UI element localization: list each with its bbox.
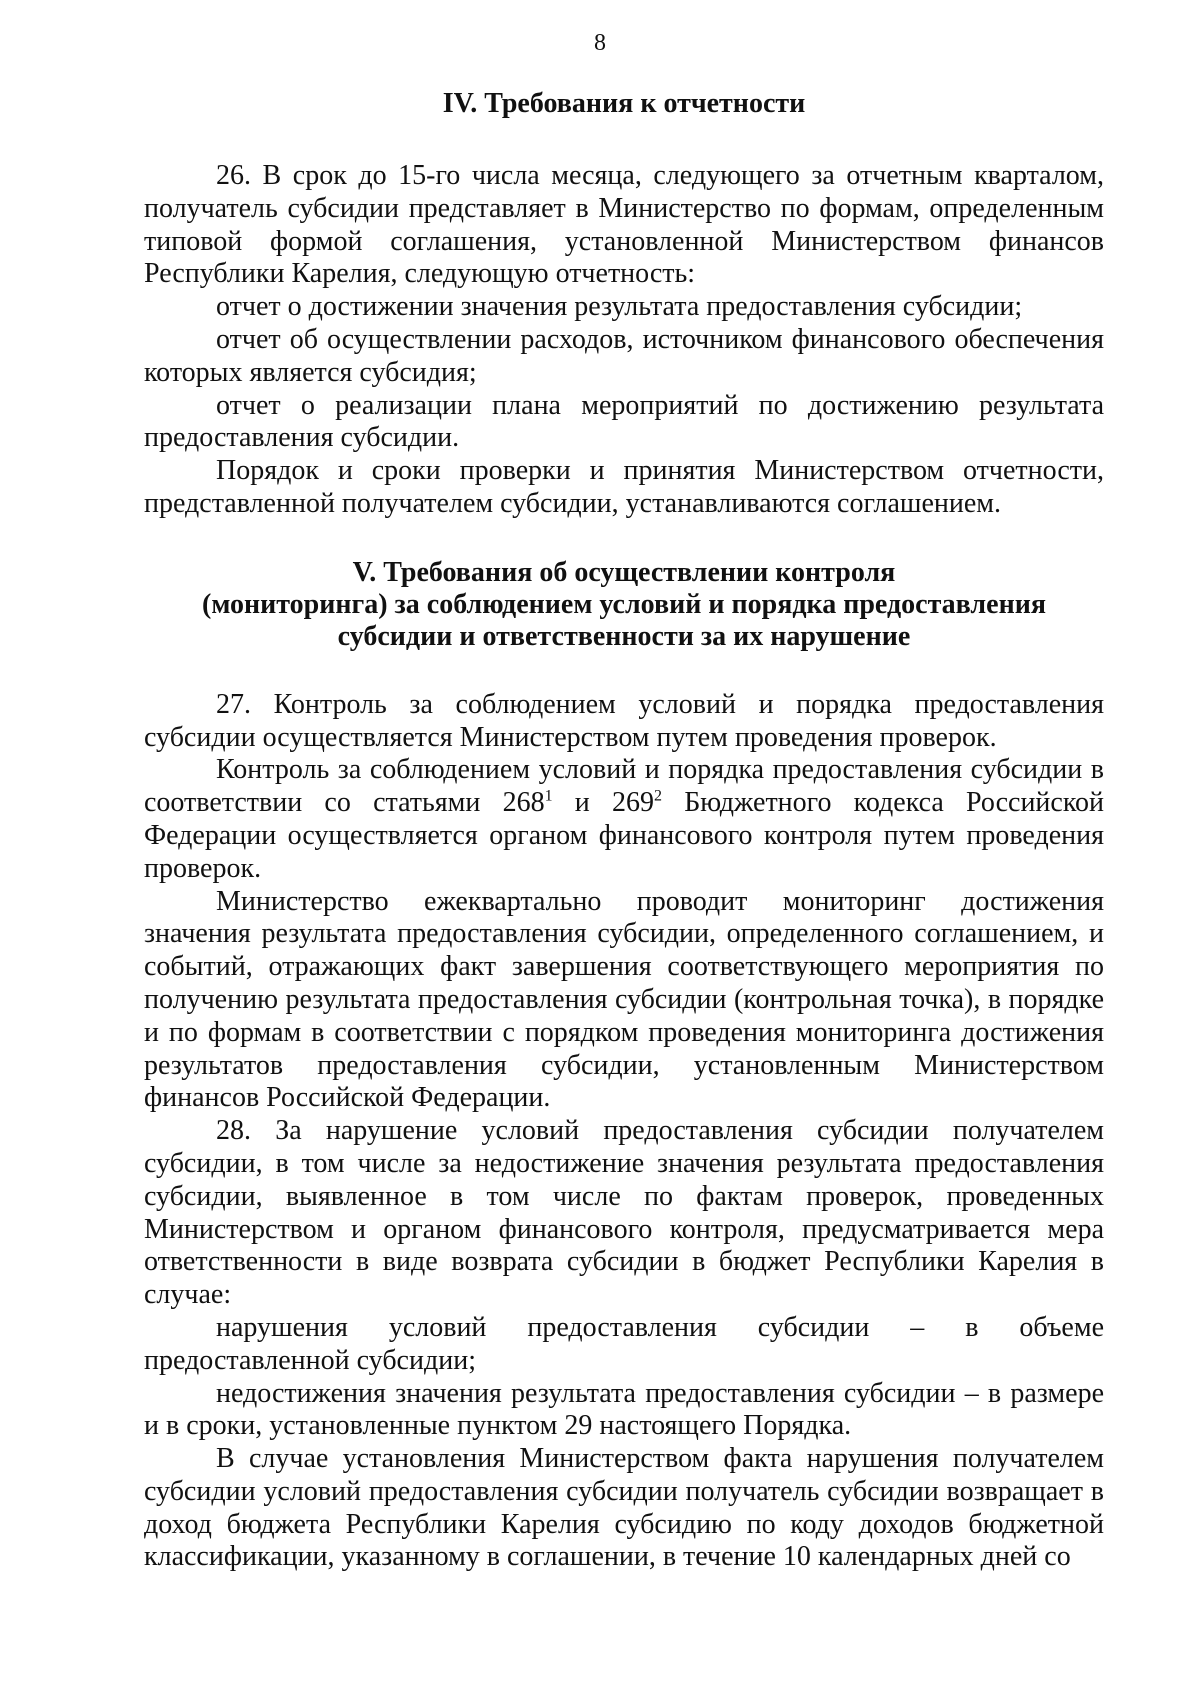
paragraph-return-subsidy: В случае установления Министерством факта нарушения получателем субсидии условий предоставления субсидии получатель субсидии возвращает в доход бюджета Республики Карелия субсидию по коду доходов бюджетной классификации, указанному в соглашении, в течение 10 календарных дней со <box>144 1443 1104 1573</box>
section-5-heading <box>144 557 1104 653</box>
section-4-heading: IV. Требования к отчетности <box>442 88 806 119</box>
section-5-heading-line: субсидии и ответственности за их нарушение <box>337 620 911 652</box>
spacer <box>144 521 1104 557</box>
superscript-1: 1 <box>544 787 553 805</box>
spacer <box>144 120 1104 160</box>
report-item-result: отчет о достижении значения результата предоставления субсидии; <box>216 291 1023 323</box>
control-text-middle: и 269 <box>552 787 654 819</box>
report-item-expenses: отчет об осуществлении расходов, источником финансового обеспечения которых является субсидия; <box>144 323 1104 388</box>
paragraph-27: 27. Контроль за соблюдением условий и порядка предоставления субсидии осуществляется Министерством путем проведения проверок. <box>144 688 1104 753</box>
paragraph-28: 28. За нарушение условий предоставления субсидии получателем субсидии, в том числе за недостижение значения результата предоставления субсидии, выявленное в том числе по фактам проверок, проведенных Министерством и органом финансового контроля, предусматривается мера ответственности в виде возврата субсидии в бюджет Республики Карелия в случае: <box>144 1115 1104 1311</box>
spacer <box>144 653 1104 689</box>
paragraph-financial-control <box>144 754 1104 885</box>
superscript-2: 2 <box>654 787 662 805</box>
report-item-plan: отчет о реализации плана мероприятий по достижению результата предоставления субсидии. <box>144 389 1104 454</box>
control-text-after: Бюджетного кодекса Российской Федерации осуществляется органом финансового контроля путем проведения проверок. <box>144 787 1105 884</box>
case-item-violation: нарушения условий предоставления субсидии – в объеме предоставленной субсидии; <box>144 1311 1104 1376</box>
document-body <box>144 88 1104 1574</box>
section-5-heading-line: (мониторинга) за соблюдением условий и порядка предоставления <box>202 588 1046 620</box>
paragraph-report-check: Порядок и сроки проверки и принятия Министерством отчетности, представленной получателем субсидии, устанавливаются соглашением. <box>144 455 1104 519</box>
page-number: 8 <box>594 30 606 56</box>
section-5-heading-line: V. Требования об осуществлении контроля <box>352 556 896 588</box>
control-text-before: Контроль за соблюдением условий и порядка предоставления субсидии в соответствии со статьями 268 <box>144 754 1104 819</box>
paragraph-monitoring: Министерство ежеквартально проводит мониторинг достижения значения результата предоставления субсидии, определенного соглашением, и событий, отражающих факт завершения соответствующего мероприятия по получению результата предоставления субсидии (контрольная точка), в порядке и по формам в соответствии с порядком проведения мониторинга достижения результатов предоставления субсидии, установленным Министерством финансов Российской Федерации. <box>144 885 1104 1114</box>
case-item-non-achievement: недостижения значения результата предоставления субсидии – в размере и в сроки, установленные пунктом 29 настоящего Порядка. <box>144 1377 1104 1442</box>
paragraph-26: 26. В срок до 15-го числа месяца, следующего за отчетным кварталом, получатель субсидии представляет в Министерство по формам, определенным типовой формой соглашения, установленной Министерством финансов Республики Карелия, следующую отчетность: <box>144 160 1104 290</box>
